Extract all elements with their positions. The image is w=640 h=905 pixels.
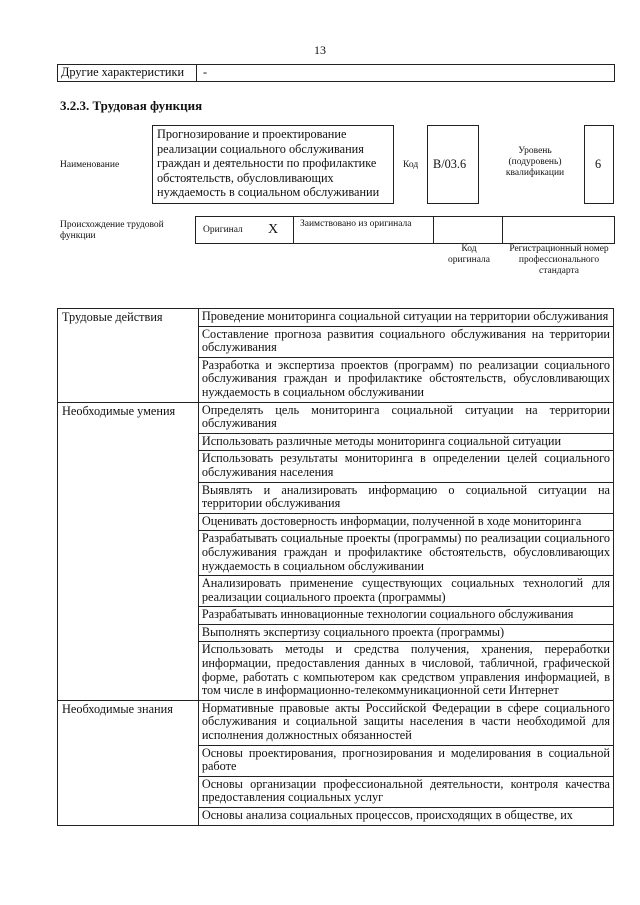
row-label: Необходимые умения [58,402,199,700]
row-item: Анализировать применение существующих социальных технологий для реализации социального проекта (программы) [198,576,613,607]
code-value: B/03.6 [433,157,467,171]
row-item: Разработка и экспертиза проектов (программ) по реализации социального обслуживания граждан и профилактике обстоятельств, обусловливающих нуждаемость в социальном обслуживании [198,357,613,402]
function-name-text: Прогнозирование и проектирование реализации социального обслуживания граждан и деятельности по профилактике обстоятельств, обусловливающих нуждаемость в социальном обслуживании [157,127,380,200]
row-item: Разрабатывать социальные проекты (программы) по реализации социального обслуживания граждан и профилактике обстоятельств, обусловливающих нуждаемость в социальном обслуживании [198,531,613,576]
origin-table [195,216,615,244]
code-original-label: Код оригинала [448,244,490,265]
row-item: Составление прогноза развития социального обслуживания на территории обслуживания [198,326,613,357]
row-item: Оценивать достоверность информации, полученной в ходе мониторинга [198,513,613,531]
page-number: 13 [314,43,326,57]
row-item: Нормативные правовые акты Российской Федерации в сфере социального обслуживания и социальной защиты населения в части необходимой для исполнения должностных обязанностей [198,700,613,745]
code-label: Код [403,160,419,170]
row-item: Основы проектирования, прогнозирования и моделирования в социальной работе [198,745,613,776]
row-item: Определять цель мониторинга социальной ситуации на территории обслуживания [198,402,613,433]
row-label: Трудовые действия [58,309,199,403]
other-characteristics-value: - [203,65,208,79]
other-characteristics-label: Другие характеристики [61,65,185,79]
row-item: Использовать различные методы мониторинга социальной ситуации [198,433,613,451]
borrowed-label: Заимствовано из оригинала [300,219,412,229]
row-item: Использовать результаты мониторинга в определении целей социального обслуживания населения [198,451,613,482]
original-mark: X [268,222,279,237]
row-item: Выполнять экспертизу социального проекта (программы) [198,624,613,642]
level-label: Уровень (подуровень) квалификации [505,146,565,178]
function-name-box [152,125,394,204]
table-row [58,309,614,327]
row-item: Использовать методы и средства получения, хранения, переработки информации, предоставления данных в числовой, табличной, графической форме, работать с компьютером как средством управления информацией, в том числе в информационно-телекоммуникационной сети Интернет [198,642,613,700]
row-item: Основы анализа социальных процессов, происходящих в обществе, их [198,808,613,826]
function-details-table [57,308,614,826]
level-box [584,125,614,204]
original-label: Оригинал [203,225,243,235]
origin-label: Происхождение трудовой функции [60,220,164,241]
table-row [58,402,614,433]
section-title: 3.2.3. Трудовая функция [60,98,203,113]
name-label: Наименование [60,160,120,170]
table-row [58,700,614,745]
reg-number-label: Регистрационный номер профессионального стандарта [509,244,609,276]
code-box [427,125,479,204]
row-label: Необходимые знания [58,700,199,825]
other-characteristics-row [57,64,615,82]
row-item: Проведение мониторинга социальной ситуации на территории обслуживания [198,309,613,327]
row-item: Выявлять и анализировать информацию о социальной ситуации на территории обслуживания [198,482,613,513]
level-value: 6 [595,157,602,171]
row-item: Основы организации профессиональной деятельности, контроля качества предоставления социальных услуг [198,776,613,807]
row-item: Разрабатывать инновационные технологии социального обслуживания [198,607,613,625]
